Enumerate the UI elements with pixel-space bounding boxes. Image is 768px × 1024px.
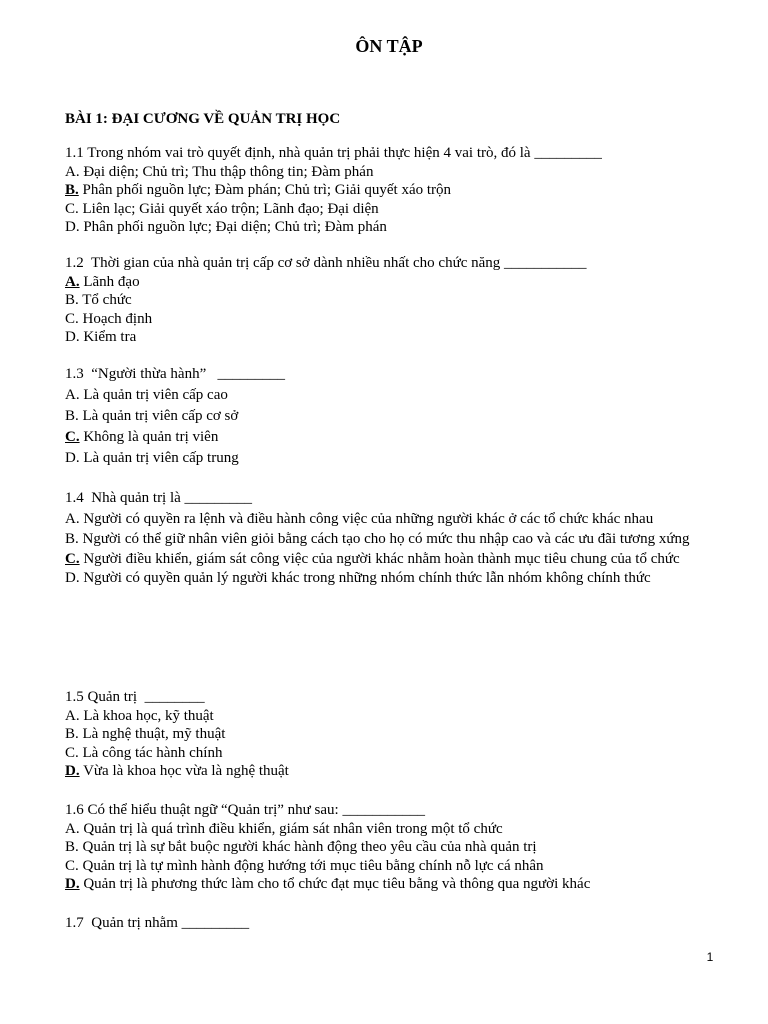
option-text: Quản trị là phương thức làm cho tổ chức đạt mục tiêu bằng và thông qua người khác [79,876,591,892]
option-c [65,310,711,329]
option-text: Phân phối nguồn lực; Đàm phán; Chủ trì; Giải quyết xáo trộn [78,182,452,198]
option-a [65,509,711,529]
option-letter: C. [65,857,79,874]
option-text: Lãnh đạo [79,273,140,290]
option-text: Là quản trị viên cấp trung [79,450,239,466]
option-a [65,385,711,406]
option-letter: D. [65,570,80,586]
option-text: Là khoa học, kỹ thuật [79,707,214,724]
option-letter-correct: D. [65,876,80,892]
option-letter: D. [65,219,80,235]
option-a [65,163,711,182]
option-text: Là công tác hành chính [78,744,223,761]
option-text: Tổ chức [78,292,132,308]
question-stem: 1.5 Quản trị ________ [65,689,205,705]
option-b [65,291,711,310]
question-1-5 [65,688,711,781]
question-1-6 [65,801,711,894]
question-stem: 1.7 Quản trị nhằm _________ [65,915,250,931]
option-letter-correct: C. [65,429,80,445]
question-stem: 1.1 Trong nhóm vai trò quyết định, nhà quản trị phải thực hiện 4 vai trò, đó là _________ [65,145,602,161]
option-d [65,762,711,781]
option-c [65,857,711,876]
option-letter: C. [65,200,79,217]
option-d [65,569,711,588]
option-text: Là nghệ thuật, mỹ thuật [78,726,226,742]
option-letter-correct: B. [65,182,79,198]
option-letter: A. [65,511,80,527]
option-text: Kiểm tra [79,329,137,345]
option-b [65,725,711,744]
option-b [65,529,711,550]
option-d [65,328,711,347]
page-number: 1 [706,950,714,964]
option-letter: C. [65,310,79,327]
option-letter-correct: A. [65,273,80,290]
option-letter-correct: C. [65,551,80,567]
question-1-3 [65,364,711,469]
question-1-2 [65,254,711,347]
option-letter: B. [65,408,79,424]
option-text: Người có quyền ra lệnh và điều hành công việc của những người khác ở các tổ chức khác nhau [79,511,654,527]
option-c [65,550,711,569]
option-text: Hoạch định [78,310,153,327]
option-text: Là quản trị viên cấp cơ sở [78,408,239,424]
option-letter: B. [65,292,79,308]
question-1-1 [65,144,711,237]
option-text: Không là quản trị viên [79,429,219,445]
option-text: Quản trị là tự mình hành động hướng tới mục tiêu bằng chính nỗ lực cá nhân [78,857,544,874]
option-letter-correct: D. [65,763,80,779]
option-letter: A. [65,707,80,724]
option-c [65,427,711,448]
option-letter: C. [65,744,79,761]
option-b [65,181,711,200]
option-letter: A. [65,820,80,837]
option-letter: D. [65,329,80,345]
section-heading: BÀI 1: ĐẠI CƯƠNG VỀ QUẢN TRỊ HỌC [65,111,341,127]
option-text: Người có thể giữ nhân viên giỏi bằng cách tạo cho họ có mức thu nhập cao và các ưu đãi tương xứng [78,531,690,547]
option-text: Người điều khiển, giám sát công việc của người khác nhằm hoàn thành mục tiêu chung của tổ chức [79,551,680,567]
option-letter: D. [65,450,80,466]
option-text: Đại diện; Chủ trì; Thu thập thông tin; Đàm phán [79,163,374,180]
option-letter: B. [65,531,79,547]
question-stem: 1.6 Có thể hiểu thuật ngữ “Quản trị” như sau: ___________ [65,802,425,818]
option-letter: B. [65,726,79,742]
option-b [65,838,711,857]
option-d [65,875,711,894]
question-stem: 1.2 Thời gian của nhà quản trị cấp cơ sở dành nhiều nhất cho chức năng ___________ [65,255,587,271]
question-stem: 1.4 Nhà quản trị là _________ [65,490,253,506]
option-text: Vừa là khoa học vừa là nghệ thuật [79,763,289,779]
option-a [65,820,711,839]
document-title: ÔN TẬP [355,36,423,56]
option-text: Quản trị là quá trình điều khiển, giám sát nhân viên trong một tổ chức [79,820,503,837]
option-text: Phân phối nguồn lực; Đại diện; Chủ trì; Đàm phán [79,219,387,235]
option-a [65,273,711,292]
question-stem: 1.3 “Người thừa hành” _________ [65,366,285,382]
option-c [65,744,711,763]
option-text: Người có quyền quản lý người khác trong những nhóm chính thức lẫn nhóm không chính thức [79,570,651,586]
option-text: Quản trị là sự bắt buộc người khác hành động theo yêu cầu của nhà quản trị [78,839,537,855]
option-text: Liên lạc; Giải quyết xáo trộn; Lãnh đạo; Đại diện [78,200,379,217]
option-letter: A. [65,387,80,403]
option-a [65,707,711,726]
option-letter: B. [65,839,79,855]
question-1-4 [65,488,711,588]
option-d [65,218,711,237]
option-letter: A. [65,163,80,180]
option-text: Là quản trị viên cấp cao [79,387,228,403]
option-c [65,200,711,219]
option-b [65,406,711,427]
option-d [65,448,711,469]
question-1-7 [65,914,711,933]
